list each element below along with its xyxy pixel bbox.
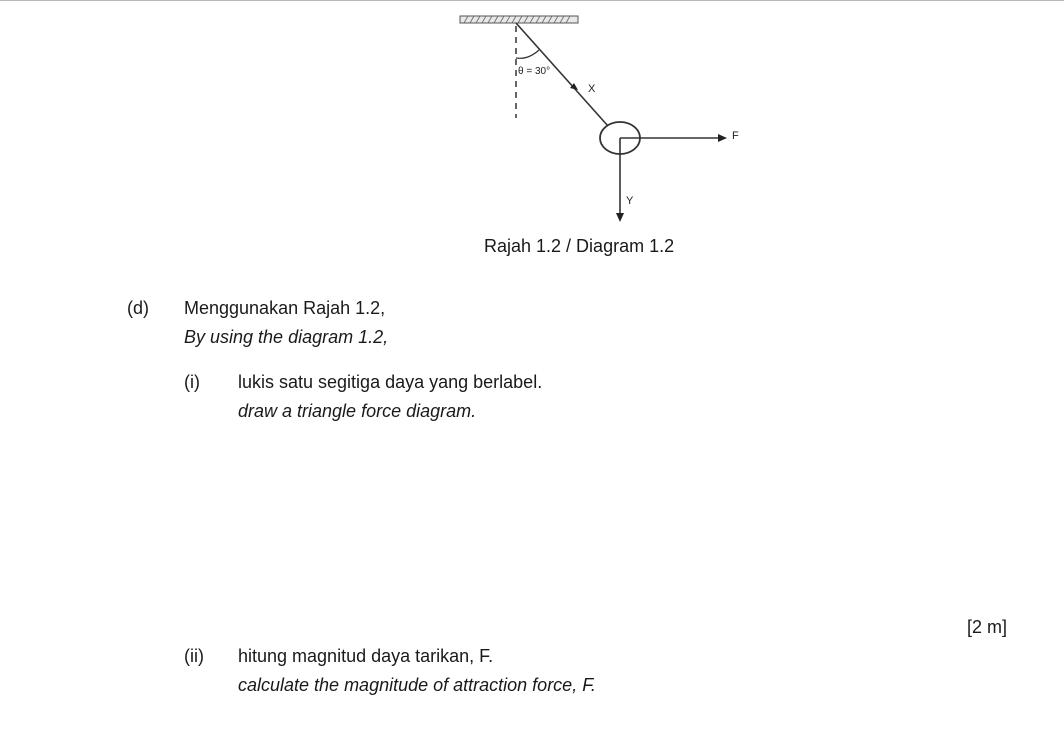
part-i-malay: lukis satu segitiga daya yang berlabel. xyxy=(238,372,543,392)
force-diagram xyxy=(440,8,760,238)
part-d-english: By using the diagram 1.2, xyxy=(184,327,389,347)
part-ii-malay: hitung magnitud daya tarikan, F. xyxy=(238,646,494,666)
part-i-label: (i) xyxy=(184,372,200,392)
angle-label: θ = 30° xyxy=(518,66,551,77)
force-y-arrowhead xyxy=(616,213,624,222)
diagram-caption: Rajah 1.2 / Diagram 1.2 xyxy=(484,236,675,256)
part-ii-english: calculate the magnitude of attraction force, F. xyxy=(238,675,596,695)
top-border-line xyxy=(0,0,1064,1)
label-f: F xyxy=(732,130,739,142)
part-d-malay: Menggunakan Rajah 1.2, xyxy=(184,298,386,318)
marks-allocation: [2 m] xyxy=(967,617,1008,637)
label-y: Y xyxy=(626,195,634,207)
force-f-arrowhead xyxy=(718,134,727,142)
part-d-label: (d) xyxy=(127,298,149,318)
part-i-english: draw a triangle force diagram. xyxy=(238,401,477,421)
angle-arc xyxy=(516,50,539,58)
label-x: X xyxy=(588,83,596,95)
ceiling-support xyxy=(460,16,578,23)
part-ii-label: (ii) xyxy=(184,646,204,666)
